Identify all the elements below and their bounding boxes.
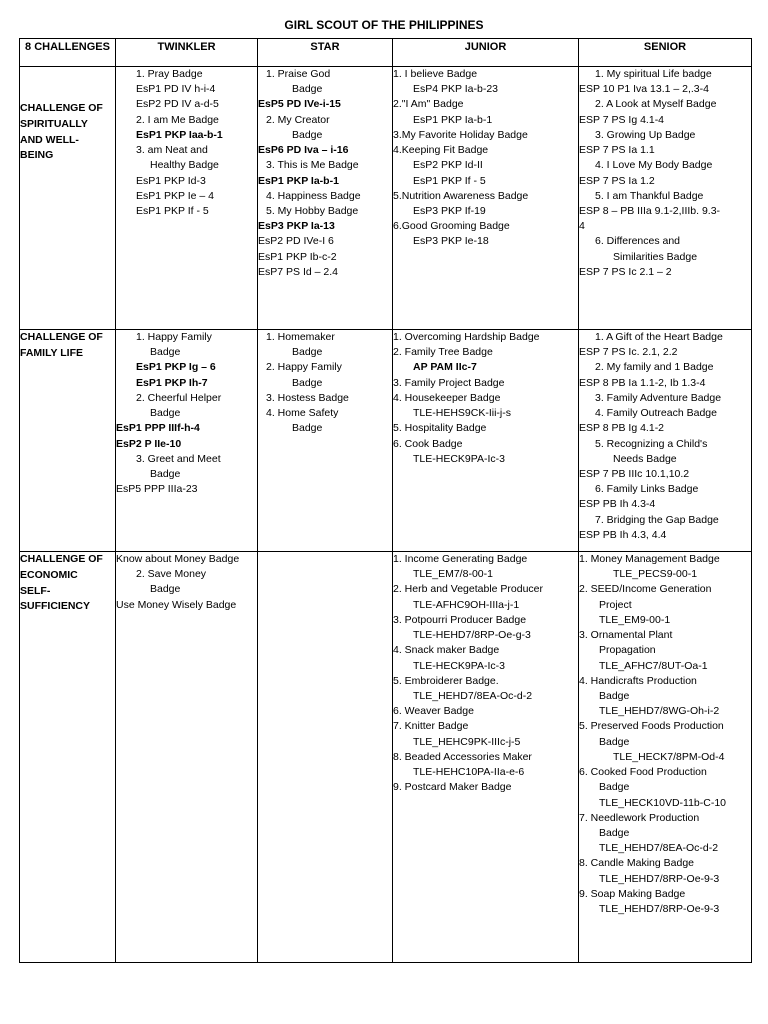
challenge-cell [20, 552, 116, 963]
code-line: ESP 7 PS Ic 2.1 – 2 [579, 265, 672, 278]
badge-item: Know about Money Badge [116, 553, 240, 565]
badge-item: 5. I am Thankful Badge [595, 189, 704, 202]
badge-item: Badge [292, 376, 323, 389]
badge-item: 4. Housekeeper Badge [393, 391, 501, 404]
table-row [20, 67, 752, 330]
badge-item: Badge [150, 407, 181, 420]
document-title: GIRL SCOUT OF THE PHILIPPINES [284, 18, 484, 32]
code-line: TLE-AFHC9OH-IIIa-j-1 [413, 598, 520, 611]
badge-item: Similarities Badge [613, 250, 698, 263]
code-line: TLE_HECK7/8PM-Od-4 [613, 750, 725, 763]
badge-item: 3. Growing Up Badge [595, 128, 696, 141]
badge-item: 5.Nutrition Awareness Badge [393, 189, 529, 202]
badge-item: 3. This is Me Badge [266, 159, 359, 172]
code-line: EsP3 PKP Ie-18 [413, 235, 489, 248]
code-line: ESP 7 PS Ig 4.1-4 [579, 113, 665, 126]
badge-item: 5. Recognizing a Child's [595, 437, 708, 450]
header-star: STAR [258, 39, 393, 67]
code-line: TLE_HEHD7/8EA-Oc-d-2 [413, 689, 533, 702]
challenge-line: SPIRITUALLY [20, 117, 88, 130]
badge-item: Badge [599, 781, 630, 794]
code-line: EsP1 PKP Ib-c-2 [258, 250, 337, 263]
code-line: ESP 7 PS Ia 1.1 [579, 144, 655, 157]
table-row [20, 330, 752, 552]
badge-item: 4. I Love My Body Badge [595, 159, 713, 172]
challenge-line: CHALLENGE OF [20, 102, 103, 114]
twinkler-cell [116, 330, 258, 552]
badge-item: 4. Handicrafts Production [579, 674, 697, 687]
code-line: ESP 8 PB Ig 4.1-2 [579, 422, 665, 435]
code-line: EsP1 PKP Ia-b-1 [258, 174, 339, 187]
badge-item: 4. Happiness Badge [266, 189, 361, 202]
badge-item: 4. Snack maker Badge [393, 644, 500, 657]
code-line: TLE_HECK10VD-11b-C-10 [599, 796, 727, 809]
badge-item: 3. am Neat and [136, 144, 208, 157]
badge-item: 2. A Look at Myself Badge [595, 98, 717, 111]
code-line: EsP5 PD IVe-i-15 [258, 98, 341, 111]
challenge-cell [20, 67, 116, 330]
senior-cell [579, 330, 752, 552]
badge-item: 1. Homemaker [266, 331, 335, 343]
badge-item: Badge [150, 583, 181, 596]
challenge-line: FAMILY LIFE [20, 346, 84, 359]
badge-item: 5. My Hobby Badge [266, 204, 359, 217]
code-line: EsP4 PKP Ia-b-23 [413, 83, 499, 96]
badge-item: 2. Herb and Vegetable Producer [393, 583, 544, 596]
code-line: EsP5 PPP IIIa-23 [116, 483, 198, 496]
badge-item: Badge [292, 83, 323, 96]
code-line: ESP 7 PS Ia 1.2 [579, 174, 655, 187]
code-line: EsP7 PS Id – 2.4 [258, 265, 338, 278]
badge-item: 1. Income Generating Badge [393, 553, 528, 565]
code-line: EsP1 PKP Ie – 4 [136, 189, 215, 202]
code-line: ESP 10 P1 Iva 13.1 – 2,.3-4 [579, 83, 709, 96]
code-line: TLE_HEHD7/8RP-Oe-9-3 [599, 903, 720, 916]
badge-item: Badge [292, 346, 323, 359]
badge-item: 6. Differences and [595, 235, 681, 248]
badge-item: 1. Money Management Badge [579, 553, 720, 565]
badge-item: 4. Family Outreach Badge [595, 407, 717, 420]
badge-item: 1. Overcoming Hardship Badge [393, 331, 540, 343]
badge-item: 9. Postcard Maker Badge [393, 781, 512, 794]
code-line: ESP 7 PB IIIc 10.1,10.2 [579, 467, 690, 480]
code-line: EsP1 PKP Id-3 [136, 174, 206, 187]
badge-item: Use Money Wisely Badge [116, 598, 237, 611]
table-row [20, 552, 752, 963]
code-line: TLE_PECS9-00-1 [613, 568, 698, 581]
code-line: EsP1 PKP Ia-b-1 [413, 113, 493, 126]
badge-item: 3. Ornamental Plant [579, 629, 673, 642]
twinkler-cell [116, 552, 258, 963]
code-line: ESP 7 PS Ic. 2.1, 2.2 [579, 346, 678, 359]
code-line: AP PAM IIc-7 [413, 361, 477, 374]
code-line: TLE_HEHC9PK-IIIc-j-5 [413, 735, 521, 748]
badge-item: 2. Cheerful Helper [136, 391, 222, 404]
badge-item: 7. Bridging the Gap Badge [595, 513, 719, 526]
badge-item: 3. Potpourri Producer Badge [393, 613, 527, 626]
twinkler-cell [116, 67, 258, 330]
badge-item: 9. Soap Making Badge [579, 887, 686, 900]
badge-item: 1. My spiritual Life badge [595, 68, 712, 80]
badge-item: 8. Beaded Accessories Maker [393, 750, 532, 763]
header-row [20, 39, 752, 67]
badge-item: 2. My Creator [266, 113, 330, 126]
code-line: EsP3 PKP If-19 [413, 204, 486, 217]
badge-item: Badge [292, 128, 323, 141]
code-line: EsP1 PKP If - 5 [413, 174, 486, 187]
badge-item: Badge [599, 735, 630, 748]
challenge-line: SELF- [20, 584, 51, 597]
code-line: EsP6 PD Iva – i-16 [258, 144, 349, 157]
challenge-line: BEING [20, 149, 54, 162]
badge-item: 7. Knitter Badge [393, 720, 469, 733]
code-line: TLE_HEHD7/8WG-Oh-i-2 [599, 705, 720, 718]
badge-item: Project [599, 598, 632, 611]
badge-item: 2. Save Money [136, 568, 207, 581]
header-junior: JUNIOR [393, 39, 579, 67]
header-twinkler: TWINKLER [116, 39, 258, 67]
badge-item: 4.Keeping Fit Badge [393, 144, 489, 157]
code-line: EsP1 PKP Ih-7 [136, 376, 208, 389]
code-line: ESP PB Ih 4.3, 4.4 [579, 528, 667, 541]
badge-item: 3. Greet and Meet [136, 452, 221, 465]
badge-item: 3. Family Project Badge [393, 376, 505, 389]
badge-item: 2. My family and 1 Badge [595, 361, 714, 374]
challenge-line: SUFFICIENCY [20, 600, 91, 613]
star-cell [258, 552, 393, 963]
code-line: EsP1 PD IV h-i-4 [136, 83, 216, 96]
header-challenges: 8 CHALLENGES [20, 39, 116, 67]
challenge-line: AND WELL- [20, 133, 79, 146]
badge-item: 5. Hospitality Badge [393, 422, 487, 435]
badge-item: 7. Needlework Production [579, 811, 700, 824]
badge-item: 3. Family Adventure Badge [595, 391, 722, 404]
badge-item: 2. Family Tree Badge [393, 346, 493, 359]
code-line: TLE-HEHD7/8RP-Oe-g-3 [413, 629, 531, 642]
badge-item: Propagation [599, 644, 656, 657]
code-line: TLE_HEHD7/8RP-Oe-9-3 [599, 872, 720, 885]
code-line: TLE_HEHD7/8EA-Oc-d-2 [599, 842, 719, 855]
code-line: ESP PB Ih 4.3-4 [579, 498, 656, 511]
badge-item: Healthy Badge [150, 159, 219, 172]
code-line: EsP2 PD IV a-d-5 [136, 98, 219, 111]
code-line: EsP2 PD IVe-I 6 [258, 235, 334, 248]
code-line: EsP2 PKP Id-II [413, 159, 483, 172]
code-line: EsP1 PKP Ig – 6 [136, 361, 216, 374]
header-senior: SENIOR [579, 39, 752, 67]
badge-item: Needs Badge [613, 452, 677, 465]
badge-item: 8. Candle Making Badge [579, 857, 694, 870]
star-cell [258, 67, 393, 330]
code-line: ESP 8 PB Ia 1.1-2, Ib 1.3-4 [579, 376, 706, 389]
code-line: 4 [579, 220, 585, 233]
badge-item: 2. I am Me Badge [136, 113, 219, 126]
badge-item: 1. Pray Badge [136, 68, 203, 80]
code-line: TLE-HEHC10PA-IIa-e-6 [413, 766, 525, 779]
code-line: EsP1 PKP If - 5 [136, 204, 209, 217]
badge-item: Badge [599, 689, 630, 702]
senior-cell [579, 552, 752, 963]
badge-item: 3.My Favorite Holiday Badge [393, 128, 528, 141]
challenge-line: CHALLENGE OF [20, 331, 103, 343]
badge-item: Badge [292, 422, 323, 435]
badge-item: 2. SEED/Income Generation [579, 583, 712, 596]
badge-item: 2."I Am" Badge [393, 98, 464, 111]
star-cell [258, 330, 393, 552]
senior-cell [579, 67, 752, 330]
code-line: TLE-HECK9PA-Ic-3 [413, 659, 505, 672]
code-line: TLE_EM9-00-1 [599, 613, 671, 626]
badge-item: 4. Home Safety [266, 407, 339, 420]
junior-cell [393, 330, 579, 552]
code-line: TLE_AFHC7/8UT-Oa-1 [599, 659, 708, 672]
challenge-line: ECONOMIC [20, 568, 78, 581]
junior-cell [393, 552, 579, 963]
code-line: EsP1 PPP IIIf-h-4 [116, 422, 200, 435]
challenges-table [19, 38, 752, 963]
code-line: TLE-HEHS9CK-Iii-j-s [413, 407, 512, 420]
badge-item: 1. Praise God [266, 68, 331, 80]
badge-item: 6. Weaver Badge [393, 705, 474, 718]
badge-item: 1. A Gift of the Heart Badge [595, 331, 723, 343]
code-line: TLE_EM7/8-00-1 [413, 568, 493, 581]
code-line: ESP 8 – PB IIIa 9.1-2,IIIb. 9.3- [579, 204, 721, 217]
code-line: EsP1 PKP Iaa-b-1 [136, 128, 223, 141]
badge-item: 3. Hostess Badge [266, 391, 349, 404]
badge-item: 1. I believe Badge [393, 68, 478, 80]
badge-item: 6. Family Links Badge [595, 483, 699, 496]
badge-item: 1. Happy Family [136, 331, 212, 343]
code-line: TLE-HECK9PA-Ic-3 [413, 452, 505, 465]
badge-item: 6.Good Grooming Badge [393, 220, 510, 233]
badge-item: Badge [599, 826, 630, 839]
challenge-cell [20, 330, 116, 552]
badge-item: Badge [150, 467, 181, 480]
badge-item: 6. Cooked Food Production [579, 766, 707, 779]
badge-item: 5. Embroiderer Badge. [393, 674, 499, 687]
badge-item: 6. Cook Badge [393, 437, 463, 450]
challenge-line: CHALLENGE OF [20, 553, 103, 565]
badge-item: 2. Happy Family [266, 361, 342, 374]
badge-item: Badge [150, 346, 181, 359]
badge-item: 5. Preserved Foods Production [579, 720, 724, 733]
code-line: EsP3 PKP Ia-13 [258, 220, 335, 233]
code-line: EsP2 P IIe-10 [116, 437, 182, 450]
junior-cell [393, 67, 579, 330]
